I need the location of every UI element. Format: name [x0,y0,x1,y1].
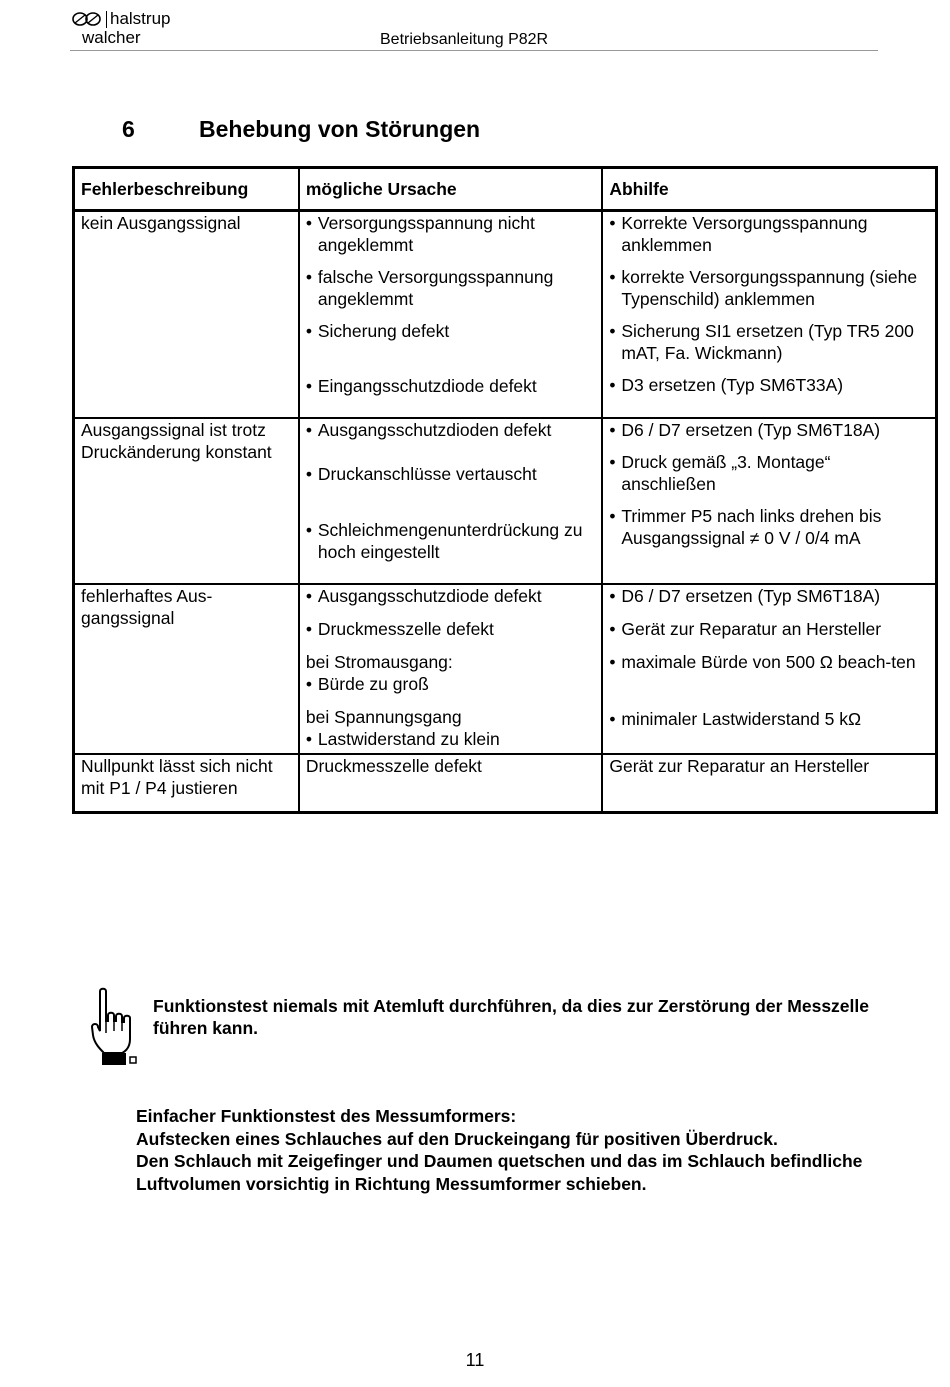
cause-item: • Bürde zu groß [306,673,595,695]
remedy-cell [602,584,936,754]
logo-text-bottom: walcher [82,28,141,47]
header-cause: mögliche Ursache [299,168,602,211]
cause-cell [299,418,602,584]
fault-cell [74,211,299,419]
remedy-item: • korrekte Versorgungsspannung (siehe Typenschild) anklemmen [609,266,929,310]
document-title: Betriebsanleitung P82R [380,31,549,48]
fault-cell [74,584,299,754]
section-title: Behebung von Störungen [199,116,481,142]
remedy-item: • minimaler Lastwiderstand 5 kΩ [609,708,929,730]
company-logo [70,8,220,48]
fault-text: Ausgangssignal ist trotz Druckänderung konstant [81,420,272,462]
function-test-line: Den Schlauch mit Zeigefinger und Daumen quetschen und das im Schlauch befindliche Luftvolumen vorsichtig in Richtung Messumformer schieben. [136,1151,863,1194]
section-heading [122,116,480,143]
cause-item: • falsche Versorgungsspannung angeklemmt [306,266,595,310]
table-header-row [74,168,937,211]
page-header [70,8,878,51]
function-test-note [136,1105,896,1195]
cause-item: • Druckmesszelle defekt [306,618,595,640]
cause-item: • Ausgangsschutzdiode defekt [306,585,595,607]
cause-cell [299,211,602,419]
function-test-line: Aufstecken eines Schlauches auf den Druckeingang für positiven Überdruck. [136,1128,778,1149]
cause-text: Druckmesszelle defekt [305,756,482,776]
cause-item: • Schleichmengenunterdrückung zu hoch eingestellt [306,519,595,563]
remedy-cell [602,754,936,813]
remedy-item: • D6 / D7 ersetzen (Typ SM6T18A) [609,585,929,607]
remedy-item: • D6 / D7 ersetzen (Typ SM6T18A) [609,419,929,441]
cause-item: • Ausgangsschutzdioden defekt [306,419,595,441]
troubleshooting-table [72,166,938,814]
cause-group-label: bei Spannungsgang [305,707,462,727]
remedy-item: • Sicherung SI1 ersetzen (Typ TR5 200 mAT, Fa. Wickmann) [609,320,929,364]
cause-item: • Druckanschlüsse vertauscht [306,463,595,485]
page-number: 11 [465,1350,485,1370]
remedy-text: Gerät zur Reparatur an Hersteller [609,756,870,776]
cause-item: • Sicherung defekt [306,320,595,342]
section-number: 6 [122,116,135,142]
cause-cell [299,584,602,754]
header-remedy: Abhilfe [602,168,936,211]
header-fault: Fehlerbeschreibung [74,168,299,211]
table-row [74,754,937,813]
warning-note: Funktionstest niemals mit Atemluft durchführen, da dies zur Zerstörung der Messzelle führen kann. [153,996,869,1038]
fault-text: fehlerhaftes Aus-gangssignal [81,586,213,628]
logo-text-top: halstrup [110,9,171,28]
table-row [74,418,937,584]
logo-mark-icon [72,11,102,27]
fault-cell [74,754,299,813]
pointing-hand-icon [90,987,138,1069]
remedy-item: • Trimmer P5 nach links drehen bis Ausgangssignal ≠ 0 V / 0/4 mA [609,505,929,549]
fault-text: kein Ausgangssignal [81,213,241,233]
remedy-item: • Druck gemäß „3. Montage“ anschließen [609,451,929,495]
remedy-cell [602,418,936,584]
table-row [74,211,937,419]
remedy-item: • Korrekte Versorgungsspannung anklemmen [609,212,929,256]
logo-divider [106,11,107,28]
fault-cell [74,418,299,584]
remedy-item: • D3 ersetzen (Typ SM6T33A) [609,374,929,396]
remedy-cell [602,211,936,419]
remedy-item: • maximale Bürde von 500 Ω beach-ten [609,651,929,673]
cause-group-label: bei Stromausgang: [305,652,453,672]
fault-text: Nullpunkt lässt sich nicht mit P1 / P4 justieren [81,756,273,798]
cause-cell [299,754,602,813]
remedy-item: • Gerät zur Reparatur an Hersteller [609,618,929,640]
cause-item: • Lastwiderstand zu klein [306,728,595,750]
cause-item: • Eingangsschutzdiode defekt [306,375,595,397]
function-test-heading: Einfacher Funktionstest des Messumformers: [136,1106,517,1126]
table-row [74,584,937,754]
cause-item: • Versorgungsspannung nicht angeklemmt [306,212,595,256]
